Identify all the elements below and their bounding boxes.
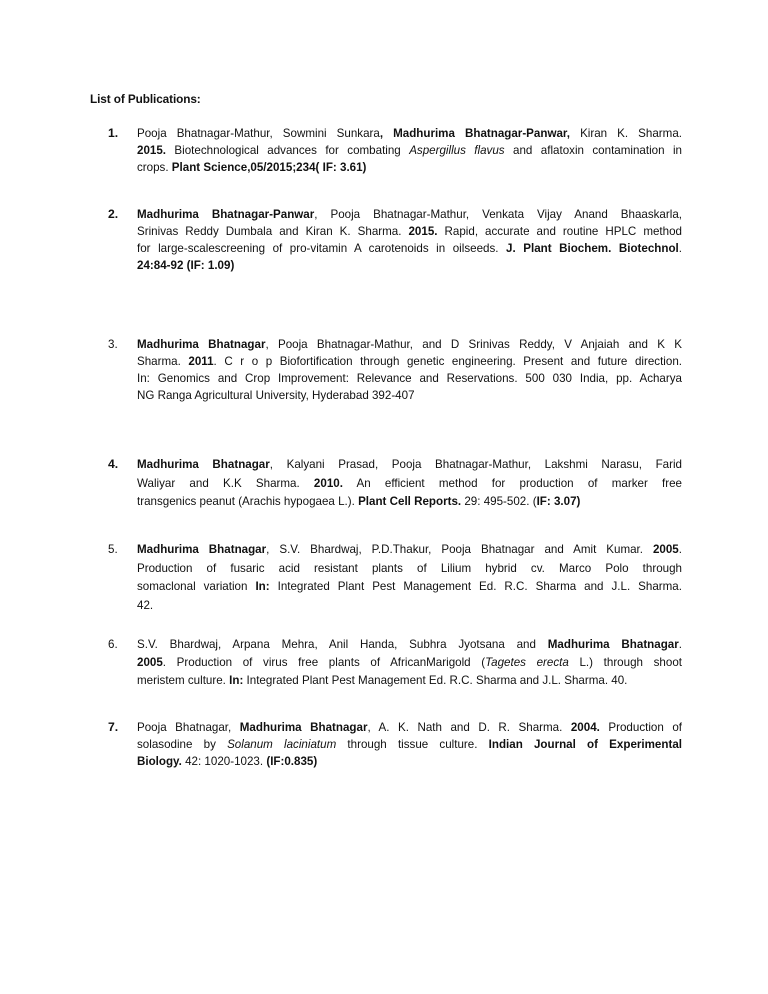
- publication-number: 1.: [108, 126, 119, 140]
- publication-line: [137, 353, 682, 370]
- text-segment: Madhurima Bhatnagar: [137, 543, 267, 556]
- text-segment: for large-scalescreening of pro-vitamin A carotenoids in oilseeds.: [137, 242, 507, 255]
- text-segment: Aspergillus flavus: [409, 144, 505, 157]
- publication-line: [137, 223, 682, 240]
- text-segment: Sharma.: [137, 355, 189, 368]
- text-segment: crops.: [137, 161, 172, 174]
- text-segment: Production of fusaric acid resistant plants of Lilium hybrid cv. Marco Polo through: [137, 561, 682, 575]
- text-segment: 2015.: [137, 144, 167, 157]
- publication-line: [137, 541, 682, 560]
- text-segment: 2011: [188, 355, 214, 368]
- publication-line: [137, 370, 682, 387]
- text-segment: transgenics peanut (Arachis hypogaea L.).: [137, 495, 359, 508]
- publication-line: [137, 159, 682, 176]
- publication-line: [137, 240, 682, 257]
- text-segment: , Madhurima Bhatnagar-Panwar,: [379, 127, 571, 140]
- text-segment: , A. K. Nath and D. R. Sharma.: [367, 721, 571, 734]
- text-segment: (IF:0.835): [266, 755, 318, 768]
- text-segment: , Pooja Bhatnagar-Mathur, and D Srinivas Reddy, V Anjaiah and K K: [265, 338, 682, 351]
- publication-text: [137, 636, 682, 690]
- text-segment: Pooja Bhatnagar,: [137, 721, 240, 734]
- publication-line: [137, 560, 682, 579]
- publication-line: [137, 142, 682, 159]
- text-segment: , S.V. Bhardwaj, P.D.Thakur, Pooja Bhatnagar and Amit Kumar.: [266, 543, 653, 556]
- publication-text: [137, 719, 682, 770]
- text-segment: L.) through shoot: [568, 656, 682, 669]
- publication-line: [137, 257, 682, 274]
- text-segment: Plant Science,05/2015;234( IF: 3.61): [171, 161, 367, 174]
- text-segment: An efficient method for production of marker free: [342, 476, 682, 490]
- text-segment: . Production of virus free plants of AfricanMarigold (: [162, 656, 486, 669]
- text-segment: solasodine by: [137, 738, 228, 751]
- publication-line: [137, 456, 682, 475]
- text-segment: In:: [255, 580, 270, 593]
- text-segment: meristem culture.: [137, 674, 230, 687]
- publication-line: [137, 475, 682, 494]
- text-segment: , Pooja Bhatnagar-Mathur, Venkata Vijay Anand Bhaaskarla,: [314, 208, 682, 221]
- text-segment: .: [678, 242, 682, 255]
- publication-line: [137, 336, 682, 353]
- publication-line: [137, 672, 682, 690]
- text-segment: Madhurima Bhatnagar: [137, 338, 266, 351]
- text-segment: Plant Cell Reports.: [358, 495, 462, 508]
- text-segment: In: Genomics and Crop Improvement: Relevance and Reservations. 500 030 India, pp. Acharya: [137, 372, 682, 385]
- publication-number: 5.: [108, 543, 118, 556]
- text-segment: 2010.: [313, 476, 343, 490]
- text-segment: Madhurima Bhatnagar-Panwar: [137, 208, 315, 221]
- text-segment: S.V. Bhardwaj, Arpana Mehra, Anil Handa, Subhra Jyotsana and: [137, 638, 548, 651]
- text-segment: Integrated Plant Pest Management Ed. R.C. Sharma and J.L. Sharma.: [269, 580, 682, 593]
- text-segment: J. Plant Biochem. Biotechnol: [506, 242, 679, 255]
- text-segment: Tagetes erecta: [485, 656, 569, 669]
- publication-number: 3.: [108, 338, 118, 351]
- text-segment: NG Ranga Agricultural University, Hyderabad 392-407: [137, 389, 415, 402]
- text-segment: Srinivas Reddy Dumbala and Kiran K. Sharma.: [137, 225, 409, 238]
- text-segment: Madhurima Bhatnagar: [239, 721, 368, 734]
- text-segment: Biotechnological advances for combating: [166, 144, 410, 157]
- text-segment: Kiran K. Sharma.: [570, 127, 682, 140]
- text-segment: Rapid, accurate and routine HPLC method: [437, 225, 682, 238]
- text-segment: In:: [229, 674, 244, 687]
- publication-line: [137, 753, 682, 770]
- publication-number: 4.: [108, 457, 119, 471]
- text-segment: Waliyar and K.K Sharma.: [137, 476, 314, 490]
- publication-line: [137, 206, 682, 223]
- publication-line: [137, 387, 682, 404]
- text-segment: Solanum laciniatum: [227, 738, 337, 751]
- text-segment: through tissue culture.: [336, 738, 489, 751]
- text-segment: and aflatoxin contamination in: [504, 144, 683, 157]
- text-segment: IF: 3.07): [536, 495, 581, 508]
- text-segment: , Kalyani Prasad, Pooja Bhatnagar-Mathur, Lakshmi Narasu, Farid: [269, 458, 683, 471]
- publication-line: [137, 578, 682, 597]
- publication-line: [137, 719, 682, 736]
- publication-number: 6.: [108, 638, 118, 651]
- text-segment: 42.: [137, 598, 154, 612]
- text-segment: Biology.: [137, 755, 182, 768]
- section-heading: List of Publications:: [90, 92, 201, 106]
- text-segment: 2005: [137, 656, 163, 669]
- publication-text: [137, 336, 682, 404]
- publication-line: [137, 736, 682, 753]
- text-segment: 24:84-92 (IF: 1.09): [137, 259, 235, 272]
- text-segment: somaclonal variation: [137, 580, 256, 593]
- text-segment: 2015.: [408, 225, 438, 238]
- text-segment: . C r o p Biofortification through genetic engineering. Present and future direction.: [213, 355, 682, 368]
- publication-text: [137, 456, 682, 512]
- text-segment: 29: 495-502. (: [461, 495, 537, 508]
- text-segment: Pooja Bhatnagar-Mathur, Sowmini Sunkara: [137, 127, 380, 140]
- text-segment: 42: 1020-1023.: [181, 755, 267, 768]
- publication-number: 7.: [108, 720, 119, 734]
- text-segment: Indian Journal of Experimental: [488, 738, 682, 751]
- publication-line: [137, 636, 682, 654]
- publication-text: [137, 125, 682, 176]
- text-segment: Madhurima Bhatnagar: [547, 638, 679, 651]
- publication-line: [137, 654, 682, 672]
- text-segment: 2005: [652, 543, 679, 556]
- publication-number: 2.: [108, 207, 119, 221]
- publication-line: [137, 597, 682, 616]
- publication-text: [137, 541, 682, 615]
- text-segment: .: [678, 638, 682, 651]
- publication-text: [137, 206, 682, 274]
- publication-line: [137, 493, 682, 512]
- publication-line: [137, 125, 682, 142]
- text-segment: Madhurima Bhatnagar: [137, 458, 270, 471]
- text-segment: Integrated Plant Pest Management Ed. R.C. Sharma and J.L. Sharma. 40.: [243, 674, 628, 687]
- text-segment: Production of: [599, 721, 682, 734]
- text-segment: .: [678, 543, 682, 556]
- text-segment: 2004.: [570, 721, 600, 734]
